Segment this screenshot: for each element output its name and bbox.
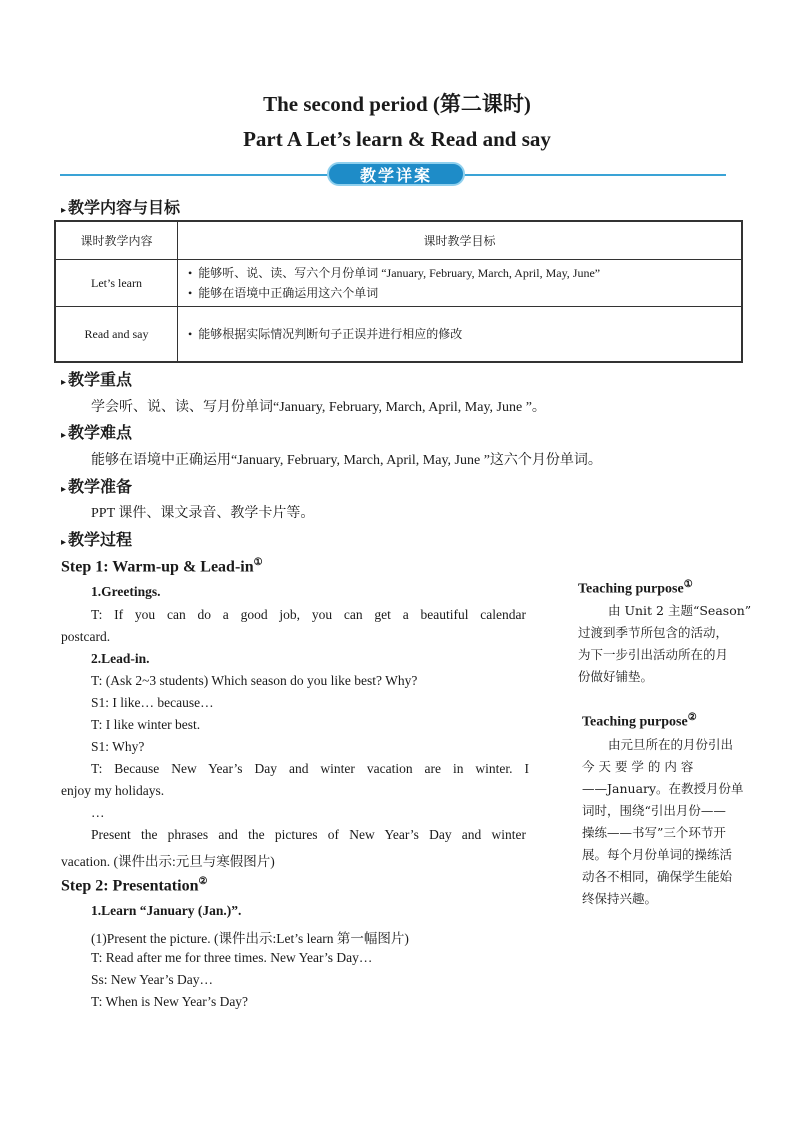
- greetings-title: 1.Greetings.: [91, 584, 161, 599]
- section-heading-key-points: ▸ 教学重点: [61, 370, 133, 389]
- triangle-icon: ▸: [61, 377, 67, 388]
- section-heading-process: ▸ 教学过程: [61, 530, 133, 549]
- dialogue-line: T: (Ask 2~3 students) Which season do you like best? Why?: [91, 673, 418, 688]
- goal-item: • 能够在语境中正确运用这六个单词: [188, 286, 379, 300]
- goal-item: • 能够听、说、读、写六个月份单词 “January, February, March, April, May, June”: [188, 266, 601, 280]
- page-title: The second period (第二课时): [263, 92, 531, 116]
- table-header-cell: 课时教学内容: [55, 221, 178, 260]
- dialogue-line: T: Because New Year’s Day and winter vacation are in winter. I: [91, 761, 529, 776]
- step1-title: Step 1: Warm-up & Lead-in①: [61, 557, 263, 576]
- banner-line-left: [60, 174, 330, 176]
- teaching-purpose-1-text: 由 Unit 2 主题“Season” 过渡到季节所包含的活动， 为下一步引出活动所在的月 份做好铺垫。: [578, 603, 752, 684]
- dialogue-line: enjoy my holidays.: [61, 783, 165, 798]
- table-row: [55, 260, 742, 307]
- triangle-icon: ▸: [61, 484, 67, 495]
- dialogue-line: T: Read after me for three times. New Year’s Day…: [91, 950, 373, 965]
- present-line: vacation. (课件出示:元旦与寒假图片): [61, 854, 275, 869]
- dialogue-line: Ss: New Year’s Day…: [91, 972, 214, 987]
- section-heading-difficulties: ▸ 教学难点: [61, 423, 133, 442]
- dialogue-line: (1)Present the picture. (课件出示:Let’s learn 第一幅图片): [91, 931, 409, 946]
- section-heading-content-goals: ▸ 教学内容与目标: [61, 198, 181, 217]
- goal-item: • 能够根据实际情况判断句子正误并进行相应的修改: [188, 327, 463, 341]
- page-subtitle: Part A Let’s learn & Read and say: [243, 127, 551, 151]
- teaching-purpose-2-text: 由元旦所在的月份引出 今 天 要 学 的 内 容 ——January。在教授月份单 词时，围绕“引出月份—— 操练——书写”三个环节开 展。每个月份单词的操练活 动各不相同，确保学生能始 终保持兴趣。: [582, 737, 744, 906]
- triangle-icon: ▸: [61, 430, 67, 441]
- triangle-icon: ▸: [61, 205, 67, 216]
- section-heading-preparation: ▸ 教学准备: [61, 477, 133, 496]
- dialogue-line: T: I like winter best.: [91, 717, 201, 732]
- banner-line-right: [462, 174, 726, 176]
- teaching-purpose-2-title: Teaching purpose②: [582, 712, 697, 730]
- learn-title: 1.Learn “January (Jan.)”.: [91, 903, 242, 918]
- present-line: Present the phrases and the pictures of New Year’s Day and winter: [91, 827, 526, 842]
- dialogue-line: S1: Why?: [91, 739, 145, 754]
- dialogue-line: T: When is New Year’s Day?: [91, 994, 249, 1009]
- greetings-line: T: If you can do a good job, you can get a beautiful calendar: [91, 607, 526, 622]
- table-row: [55, 307, 742, 363]
- ellipsis: …: [91, 805, 105, 820]
- table-cell-goals: [178, 260, 743, 307]
- step2-title: Step 2: Presentation②: [61, 876, 208, 895]
- section-banner: 教学详案: [327, 162, 465, 186]
- table-header-cell: 课时教学目标: [178, 221, 743, 260]
- table-header-row: [55, 221, 742, 260]
- table-cell-goals: [178, 307, 743, 363]
- greetings-line: postcard.: [61, 629, 111, 644]
- teaching-purpose-1-title: Teaching purpose①: [578, 579, 693, 597]
- table-cell-content: Read and say: [55, 307, 178, 363]
- leadin-title: 2.Lead-in.: [91, 651, 150, 666]
- key-points-text: 学会听、说、读、写月份单词“January, February, March, April, May, June ”。: [91, 400, 546, 415]
- table-cell-content: Let’s learn: [55, 260, 178, 307]
- preparation-text: PPT 课件、课文录音、教学卡片等。: [91, 506, 315, 521]
- dialogue-line: S1: I like… because…: [91, 695, 214, 710]
- objectives-table: [54, 220, 743, 363]
- difficulties-text: 能够在语境中正确运用“January, February, March, April, May, June ”这六个月份单词。: [91, 453, 602, 468]
- triangle-icon: ▸: [61, 537, 67, 548]
